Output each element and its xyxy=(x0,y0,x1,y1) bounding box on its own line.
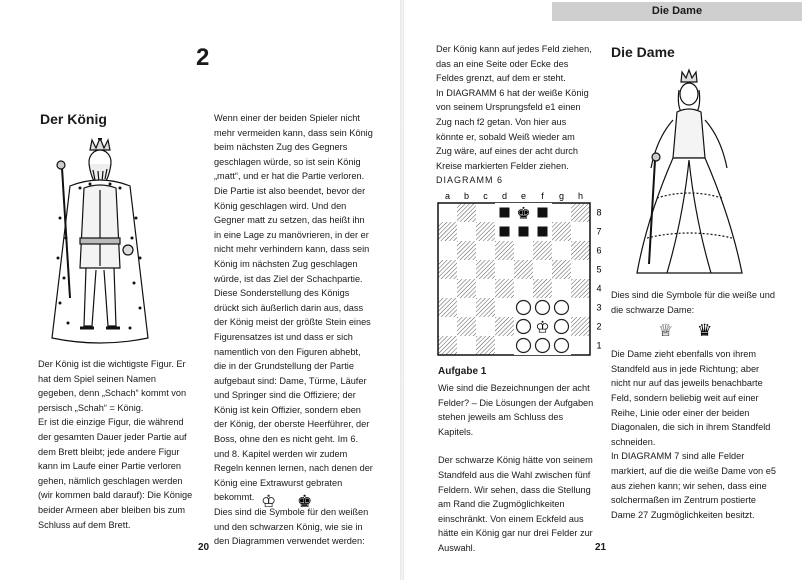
rank-label: 5 xyxy=(596,264,602,275)
board-square xyxy=(476,203,495,222)
board-square xyxy=(514,241,533,260)
board-square xyxy=(457,260,476,279)
king-illustration xyxy=(40,138,158,353)
board-square xyxy=(457,222,476,241)
paragraph: In DIAGRAMM 7 sind alle Felder markiert, auf die die weiße Dame von e5 aus ziehen kann; wir sehen, dass eine solchermaßen im Zentrum postierte Dame 27 Zugmöglichkeiten besitzt. xyxy=(611,451,776,520)
left-page xyxy=(0,0,400,580)
running-head: Die Dame xyxy=(552,2,802,21)
move-circle-marker xyxy=(536,339,550,353)
paragraph: Dies sind die Symbole für den weißen und den schwarzen König, wie sie in den Diagrammen verwendet werden: xyxy=(214,507,369,547)
chess-diagram xyxy=(434,188,614,358)
board-square xyxy=(457,298,476,317)
board-square xyxy=(476,317,495,336)
board-square xyxy=(552,203,571,222)
paragraph: In DIAGRAMM 6 hat der weiße König von seinem Ursprungsfeld e1 einen Zug nach f2 getan. Von hier aus könnte er, sobald Weiß wieder am Zug wäre, auf eines der acht durch Kreise markierten Felder ziehen. xyxy=(436,87,589,171)
board-square xyxy=(438,260,457,279)
rank-label: 1 xyxy=(596,340,602,351)
board-square xyxy=(438,336,457,355)
rank-label: 8 xyxy=(596,207,602,218)
task-title: Aufgabe 1 xyxy=(438,366,487,377)
board-square xyxy=(457,279,476,298)
board-square xyxy=(571,222,590,241)
board-square xyxy=(457,203,476,222)
board-square xyxy=(476,298,495,317)
board-square xyxy=(476,279,495,298)
board-square xyxy=(495,298,514,317)
board-square xyxy=(495,279,514,298)
paragraph: Diese Sonderstellung des Königs drückt sich äußerlich darin aus, dass der König meist der größte Stein eines Figurensatzes ist und dass er sich namentlich von den Figuren abhebt, die in der Grundstellung der Partie aufgebaut sind: Dame, Türme, Läufer und Springer sind die Offiziere; der König ist kein Offizier, sondern eben der König, der oberste Heerführer, der Boss, ohne den es nicht geht. Im 6. und 8. Kapitel werden wir zudem Regeln kennen lernen, nach denen der König eine Extrawurst gebraten bekommt. xyxy=(214,288,373,503)
board-square xyxy=(476,336,495,355)
black-square-marker xyxy=(500,208,510,218)
file-label: d xyxy=(501,191,508,201)
move-circle-marker xyxy=(555,339,569,353)
rank-label: 7 xyxy=(596,226,602,237)
paragraph: Der schwarze König hätte von seinem Standfeld aus die Wahl zwischen fünf Feldern. Wir sehen, dass die Stellung am Rand die Zugmöglichkeiten einschränkt. Von einem Eckfeld aus hätte ein König gar nur drei Felder zur Auswahl. xyxy=(438,455,593,553)
board-square xyxy=(476,260,495,279)
board-square xyxy=(495,317,514,336)
black-square-marker xyxy=(538,208,548,218)
king-rules-text xyxy=(214,111,373,549)
board-square xyxy=(533,241,552,260)
chapter-number: 2 xyxy=(196,44,210,71)
black-king-piece: ♚ xyxy=(516,203,531,223)
board-square xyxy=(438,203,457,222)
file-label: e xyxy=(520,191,527,201)
file-label: h xyxy=(577,191,584,201)
paragraph: Wenn einer der beiden Spieler nicht mehr vermeiden kann, dass sein König beim nächsten Zug des Gegners geschlagen würde, so ist sein König „matt“, und er hat die Partie verloren. xyxy=(214,113,373,182)
board-square xyxy=(457,317,476,336)
paragraph: Die Partie ist also beendet, bevor der König geschlagen wird. Und den Gegner matt zu setzen, das heißt ihn in eine Lage zu manövrieren, in der er nicht mehr verhindern kann, dass sein König im nächsten Zug geschlagen würde, ist das Ziel der Schachpartie. xyxy=(214,185,370,284)
diagram-label: DIAGRAMM 6 xyxy=(436,175,504,185)
board-square xyxy=(571,241,590,260)
rank-label: 3 xyxy=(596,302,602,313)
board-square xyxy=(495,336,514,355)
board-square xyxy=(438,317,457,336)
file-label: a xyxy=(444,191,451,201)
board-square xyxy=(476,222,495,241)
board-square xyxy=(552,241,571,260)
white-king-piece: ♔ xyxy=(535,317,550,337)
black-king-icon: ♚ xyxy=(297,492,313,511)
black-square-marker xyxy=(538,227,548,237)
move-circle-marker xyxy=(555,301,569,315)
file-label: f xyxy=(541,191,544,201)
paragraph: Der König ist die wichtigste Figur. Er hat dem Spiel seinen Namen gegeben, denn „Schach“ kommt von persisch „Schah“ = König. xyxy=(38,359,187,413)
move-circle-marker xyxy=(517,301,531,315)
section-title-queen: Die Dame xyxy=(611,44,675,60)
move-circle-marker xyxy=(555,320,569,334)
paragraph: Dies sind die Symbole für die weiße und die schwarze Dame: xyxy=(611,290,775,315)
board-square xyxy=(495,260,514,279)
rank-label: 2 xyxy=(596,321,602,332)
board-square xyxy=(495,241,514,260)
board-square xyxy=(514,279,533,298)
black-square-marker xyxy=(500,227,510,237)
board-square xyxy=(438,279,457,298)
board-square xyxy=(571,203,590,222)
paragraph: Der König kann auf jedes Feld ziehen, das an eine Seite oder Ecke des Feldes grenzt, auf dem er steht. xyxy=(436,44,592,84)
right-page xyxy=(404,0,804,580)
board-square xyxy=(438,241,457,260)
board-square xyxy=(571,317,590,336)
king-intro-text xyxy=(38,357,196,532)
move-circle-marker xyxy=(517,339,531,353)
page-number-left: 20 xyxy=(198,542,210,553)
paragraph: Er ist die einzige Figur, die während der gesamten Dauer jeder Partie auf dem Brett bleibt; jede andere Figur kann im Laufe einer Partie verloren gehen, nämlich geschlagen werden (wir kommen bald darauf): Die Könige beider Armeen aber bleiben bis zum Schluss auf dem Brett. xyxy=(38,417,193,530)
task-text xyxy=(438,381,596,556)
board-square xyxy=(571,336,590,355)
file-label: b xyxy=(463,191,470,201)
rank-label: 4 xyxy=(596,283,602,294)
board-square xyxy=(571,260,590,279)
board-square xyxy=(533,279,552,298)
paragraph: Die Dame zieht ebenfalls von ihrem Standfeld aus in jede Richtung; aber nicht nur auf das jeweils benachbarte Feld, sondern beliebig weit auf einer Reihe, Linie oder einer der beiden Diagonalen, die sich in ihrem Standfeld schneiden. xyxy=(611,349,771,447)
board-square xyxy=(457,336,476,355)
black-queen-icon: ♛ xyxy=(697,321,713,340)
king-move-text xyxy=(436,42,592,173)
board-square xyxy=(552,260,571,279)
board-square xyxy=(438,298,457,317)
move-circle-marker xyxy=(517,320,531,334)
black-square-marker xyxy=(519,227,529,237)
section-title-king: Der König xyxy=(40,111,107,127)
board-square xyxy=(438,222,457,241)
board-square xyxy=(457,241,476,260)
board-square xyxy=(514,260,533,279)
board-square xyxy=(552,279,571,298)
board-square xyxy=(571,298,590,317)
file-label: g xyxy=(558,191,565,201)
queen-text xyxy=(611,288,776,522)
rank-label: 6 xyxy=(596,245,602,256)
paragraph: Wie sind die Bezeichnungen der acht Felder? – Die Lösungen der Aufgaben stehen jeweils am Schluss des Kapitels. xyxy=(438,383,594,437)
queen-illustration xyxy=(627,68,752,278)
board-square xyxy=(533,260,552,279)
move-circle-marker xyxy=(536,301,550,315)
board-square xyxy=(552,222,571,241)
page-number-right: 21 xyxy=(595,542,607,553)
board-square xyxy=(571,279,590,298)
board-square xyxy=(476,241,495,260)
file-label: c xyxy=(483,191,488,201)
white-king-icon: ♔ xyxy=(261,492,277,511)
white-queen-icon: ♕ xyxy=(658,321,674,340)
